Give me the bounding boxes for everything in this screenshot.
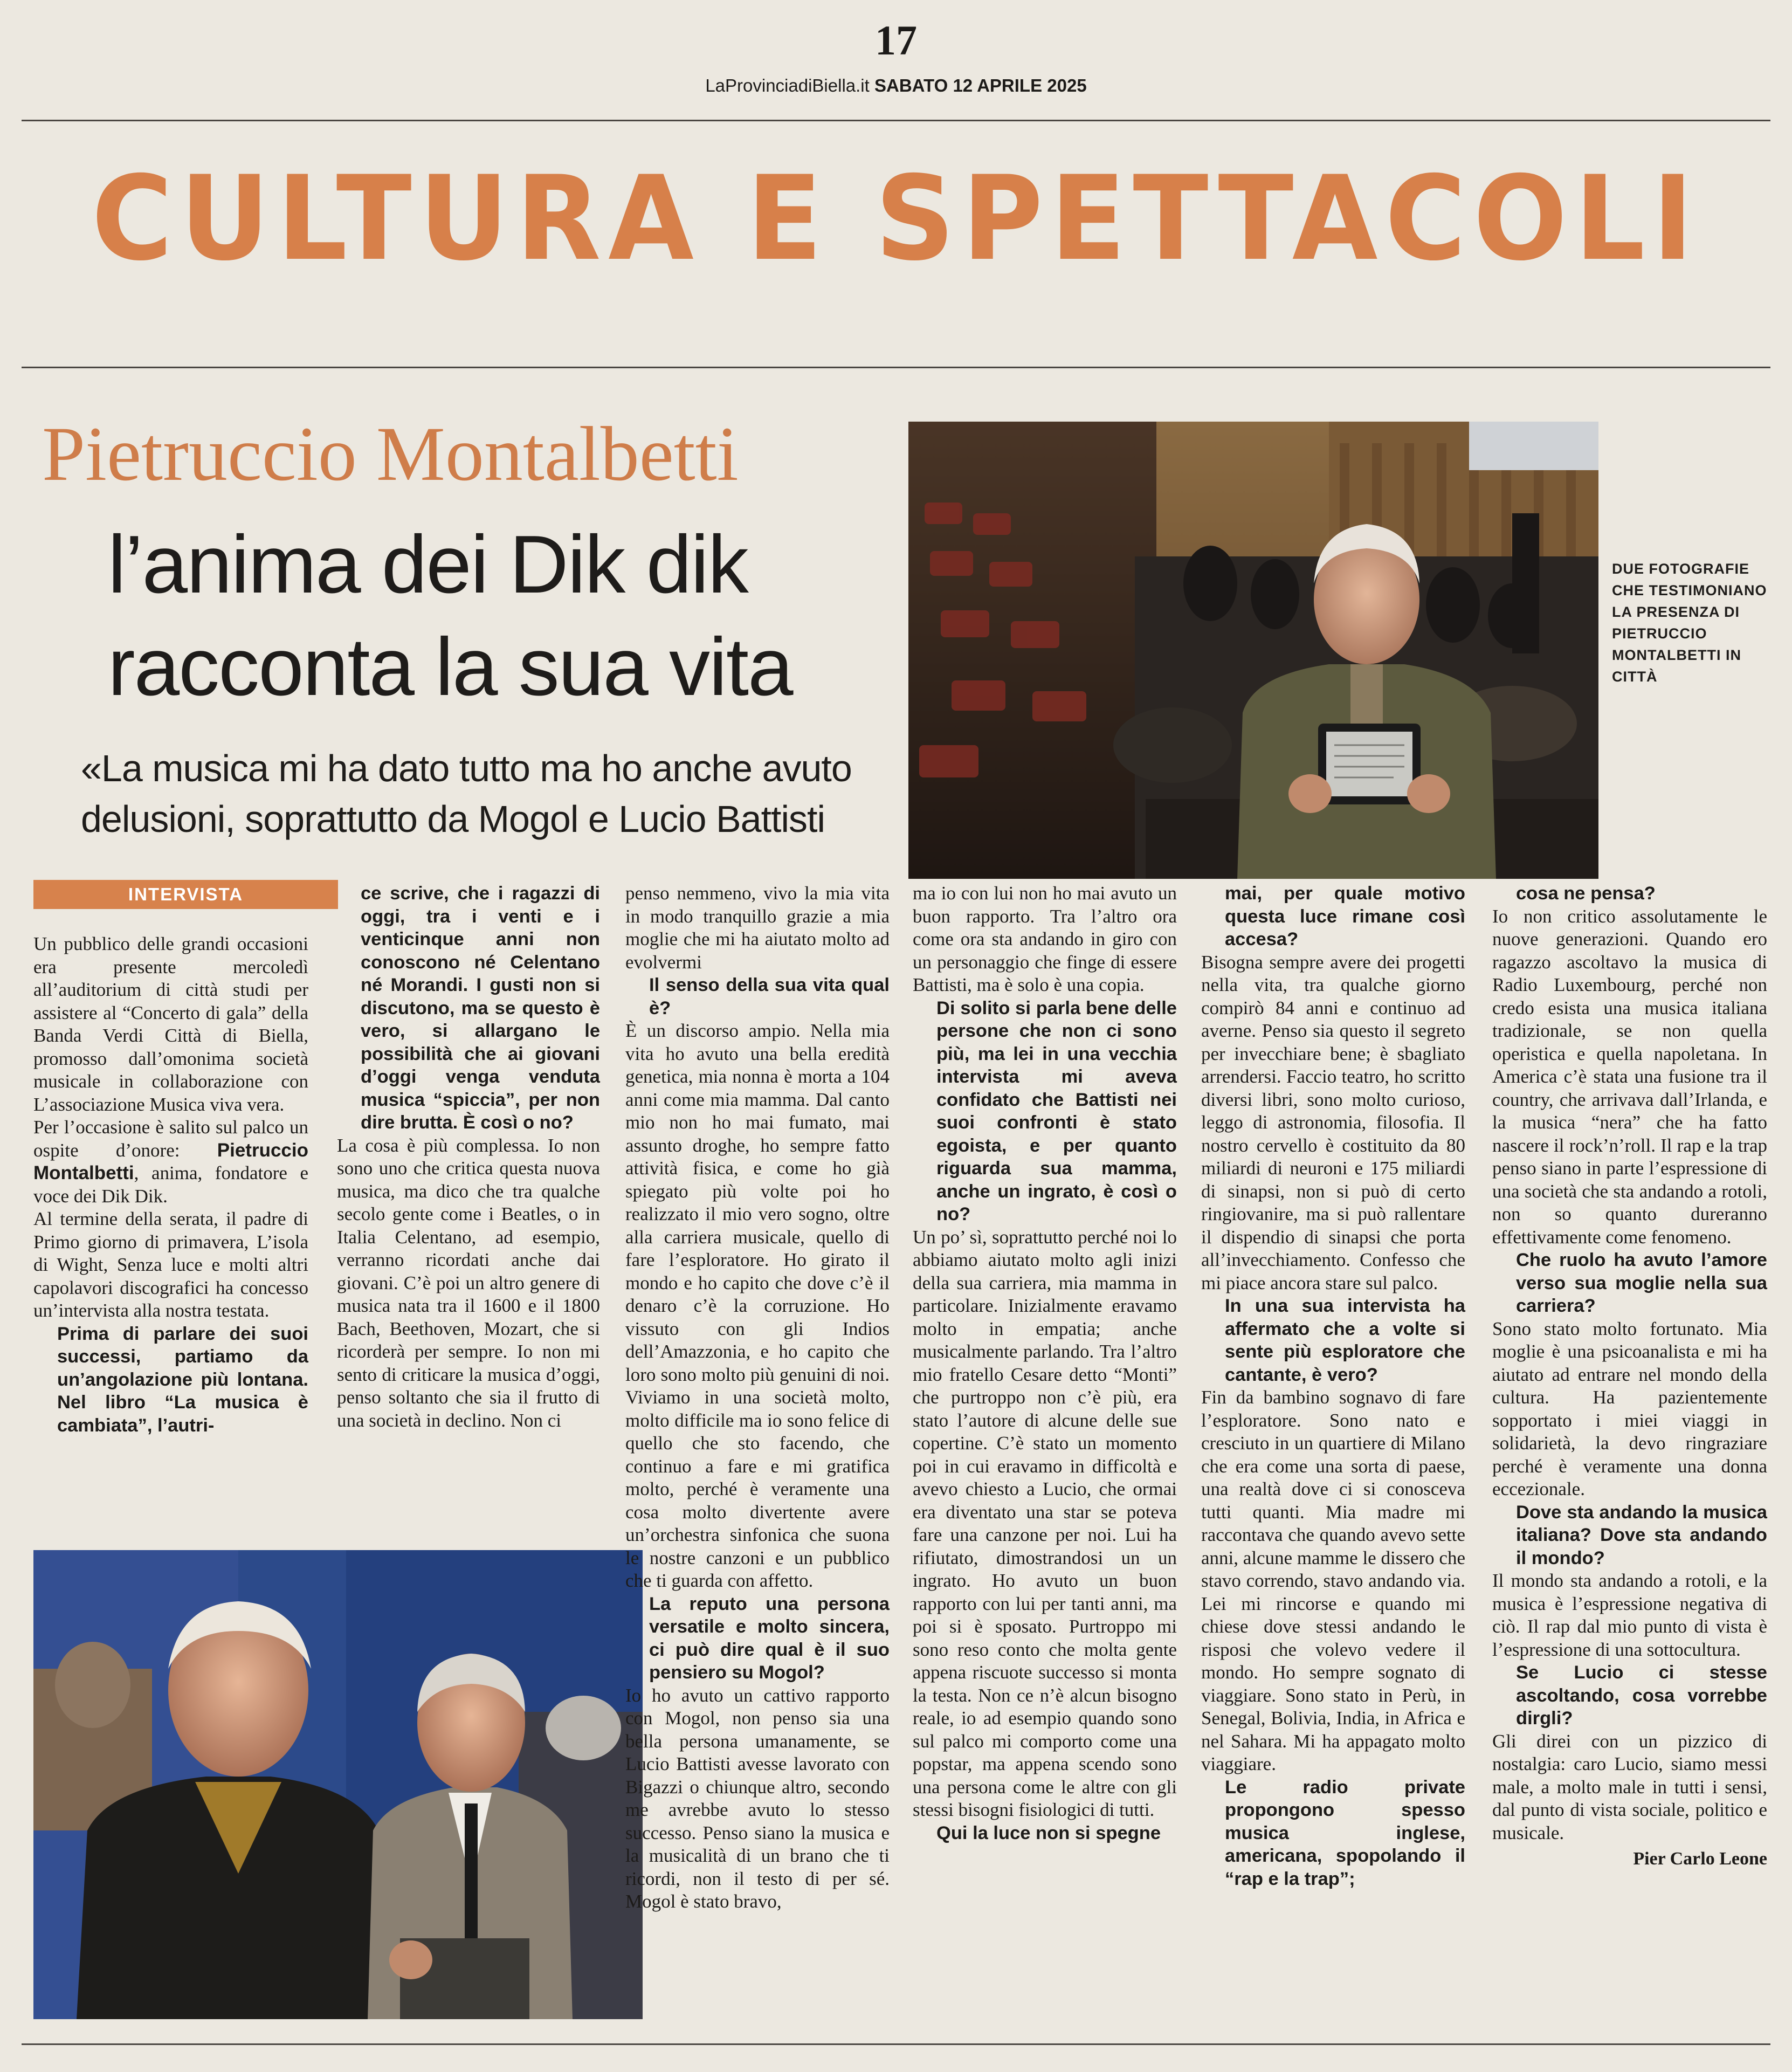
dateline xyxy=(0,75,1792,96)
concert-photo-image xyxy=(908,422,1598,879)
article-column-6 xyxy=(1492,882,1767,1871)
bottom-rule xyxy=(22,2043,1770,2045)
paragraph: Bisogna sempre avere dei progetti nella vita, tra qualche giorno compirò 84 anni e continuo ad averne. Penso sia questo il segreto per invecchiare bene; è sbagliato arrendersi. Faccio teatro, ho scritto diversi libri, sono molto curioso, leggo di astronomia, filosofia. Il nostro cervello è costituito da 80 miliardi di neuroni e 175 miliardi di sinapsi, non si può di certo ringiovanire, ma si può rallentare il dispendio di sinapsi che porta all’invecchiamento. Confesso che mi piace ancora stare sul palco. xyxy=(1201,951,1465,1293)
paragraph: penso nemmeno, vivo la mia vita in modo tranquillo grazie a mia moglie che mi ha aiutato molto ad evolvermi xyxy=(625,883,890,973)
question: Dove sta andando la musica italiana? Dove sta andando il mondo? xyxy=(1516,1502,1767,1568)
deck-line-2: delusioni, soprattutto da Mogol e Lucio Battisti xyxy=(81,798,825,840)
paragraph: È un discorso ampio. Nella mia vita ho avuto una bella eredità genetica, mia nonna è morta a 104 anni come mia mamma. Dal canto mio non ho mai fumato, mai assunto droghe, ho sempre fatto attività fisica, e come ho già spiegato più volte poi ho realizzato il mio vero sogno, oltre alla carriera musicale, quello di fare l’esploratore. Ho girato il mondo e ho capito che dove c’è il denaro c’è la corruzione. Ho vissuto con gli Indios dell’Amazzonia, e ho capito che loro sono molto più genuini di noi. Viviamo in una società molto, molto difficile ma io sono felice di quello che sto facendo, che continuo a fare e mi gratifica molto, perché è veramente una cosa molto divertente avere un’orchestra sinfonica che suona le nostre canzoni e un pubblico che ti guarda con affetto. xyxy=(625,1020,890,1591)
author-signature: Pier Carlo Leone xyxy=(1633,1849,1767,1869)
headline-line-2: racconta la sua vita xyxy=(108,621,792,713)
question: Il senso della sua vita qual è? xyxy=(649,975,890,1018)
site-name: LaProvinciadiBiella.it xyxy=(705,75,870,95)
headline-name: Pietruccio Montalbetti xyxy=(42,411,739,497)
paragraph: Un pubblico delle grandi occasioni era presente mercoledì all’auditorium di città studi per assistere al “Concerto di gala” della Banda Verdi Città di Biella, promosso dall’omonima società musicale in collaborazione con L’associazione Musica viva vera. xyxy=(33,933,308,1115)
section-kicker: INTERVISTA xyxy=(33,880,338,909)
paragraph: ma io con lui non ho mai avuto un buon rapporto. Tra l’altro ora come ora sta andando in giro con un personaggio che finge di essere Battisti, ma è solo è una copia. xyxy=(913,883,1177,995)
question: mai, per quale motivo questa luce rimane così accesa? xyxy=(1225,883,1465,949)
portrait-photo-image xyxy=(33,1550,643,2019)
question: Le radio private propongono spesso musica inglese, americana, spopolando il “rap e la trap”; xyxy=(1225,1777,1465,1889)
interviewee-name: Pietruccio Montalbetti xyxy=(33,1139,308,1183)
section-title: CULTURA E SPETTACOLI xyxy=(91,151,1701,286)
paragraph: La cosa è più complessa. Io non sono uno che critica questa nuova musica, ma dico che tra qualche secolo gente come i Beatles, o in Italia Celentano, ad esempio, verranno ricordati anche dai giovani. C’è poi un altro genere di musica nata tra il 1600 e il 1800 Bach, Beethoven, Mozart, che si ricorderà per sempre. Io non mi sento di criticare la musica d’oggi, penso soltanto che sia il frutto di una società in declino. Non ci xyxy=(337,1134,600,1431)
article-column-4 xyxy=(913,882,1177,1844)
question: Se Lucio ci stesse ascoltando, cosa vorrebbe dirgli? xyxy=(1516,1662,1767,1729)
deck-line-1: «La musica mi ha dato tutto ma ho anche avuto xyxy=(81,747,852,789)
question: Qui la luce non si spegne xyxy=(936,1822,1161,1843)
top-rule xyxy=(22,120,1770,121)
section-rule xyxy=(22,367,1770,368)
text-span: , anima, fondatore e voce dei Dik Dik. xyxy=(33,1162,308,1207)
paragraph: Il mondo sta andando a rotoli, e la musica è l’espressione negativa di ciò. Il rap dal mio punto di vista è l’espressione di una sottocultura. xyxy=(1492,1570,1767,1660)
paragraph: Io ho avuto un cattivo rapporto con Mogol, non penso sia una bella persona umanamente, se Lucio Battisti avesse lavorato con Bigazzi o chiunque altro, secondo me avrebbe avuto lo stesso successo. Penso siano la musica e la musicalità di un brano che ti ricordi, non il testo di per sé. Mogol è stato bravo, xyxy=(625,1684,890,1912)
paragraph xyxy=(33,1116,308,1208)
article-column-1 xyxy=(33,933,308,1437)
article-column-5 xyxy=(1201,882,1465,1890)
article-column-2 xyxy=(337,882,600,1432)
photo-caption: DUE FOTOGRAFIE CHE TESTIMONIANO LA PRESENZA DI PIETRUCCIO MONTALBETTI IN CITTÀ xyxy=(1612,561,1767,685)
question: cosa ne pensa? xyxy=(1516,883,1656,904)
question: Che ruolo ha avuto l’amore verso sua moglie nella sua carriera? xyxy=(1516,1250,1767,1316)
text-span: Per l’occasione è salito sul palco un ospite d’onore: xyxy=(33,1117,308,1161)
portrait-photo xyxy=(33,1550,643,2019)
question: La reputo una persona versatile e molto sincera, ci può dire qual è il suo pensiero su Mogol? xyxy=(649,1593,890,1683)
paragraph: Sono stato molto fortunato. Mia moglie è una psicoanalista e mi ha aiutato ad entrare nel mondo della cultura. Ha pazientemente sopportato i miei viaggi in solidarietà, la devo ringraziare perché è veramente una donna eccezionale. xyxy=(1492,1318,1767,1499)
issue-date: SABATO 12 APRILE 2025 xyxy=(874,75,1087,95)
article-column-3 xyxy=(625,882,890,1913)
paragraph: Io non critico assolutamente le nuove generazioni. Quando ero ragazzo ascoltavo la musica di Radio Luxembourg, perché non credo esista una musica italiana tradizionale, se non quella operistica e quella napoletana. In America c’è stata una fusione tra il country, che arrivava dall’Irlanda, e la musica “nera” che ha fatto nascere il rock’n’roll. Il rap e la trap penso siano in parte l’espressione di una società che sta andando a rotoli, non so quanto dureranno effettivamente come fenomeno. xyxy=(1492,905,1767,1248)
concert-photo xyxy=(908,422,1598,879)
paragraph: Gli direi con un pizzico di nostalgia: caro Lucio, siamo messi male, a molto male in tutti i sensi, dal punto di vista sociale, politico e musicale. xyxy=(1492,1730,1767,1843)
paragraph: Al termine della serata, il padre di Primo giorno di primavera, L’isola di Wight, Senza luce e molti altri capolavori discografici ha concesso un’intervista alla nostra testata. xyxy=(33,1208,308,1321)
question: ce scrive, che i ragazzi di oggi, tra i venti e i venticinque anni non conoscono né Celentano né Morandi. I gusti non si discutono, ma se questo è vero, si allargano le possibilità che ai giovani d’oggi venga venduta musica “spiccia”, per non dire brutta. È così o no? xyxy=(361,883,600,1133)
question: Prima di parlare dei suoi successi, partiamo da un’angolazione più lontana. Nel libro “La musica è cambiata”, l’autri- xyxy=(57,1323,308,1436)
paragraph: Un po’ sì, soprattutto perché noi lo abbiamo aiutato molto agli inizi della sua carriera, mia mamma in particolare. Inizialmente eravamo molto in empatia; anche musicalmente parlando. Tra l’altro mio fratello Cesare detto “Monti” che purtroppo non c’è più, era stato l’autore di alcune delle sue copertine. C’è stato un momento poi in cui eravamo in difficoltà e avevo chiesto a Lucio, che ormai era diventato una star se poteva fare una canzone per noi. Lui ha rifiutato, dimostrandosi un un ingrato. Ho avuto un buon rapporto con lui per tanti anni, ma poi si è sposato. Purtroppo mi sono reso conto che molta gente appena riscuote successo si monta la testa. Non ce n’è alcun bisogno reale, io ad esempio quando sono sul palco mi comporto come una popstar, ma appena scendo sono una persona come le altre con gli stessi bisogni fisiologici di tutti. xyxy=(913,1226,1177,1820)
paragraph: Fin da bambino sognavo di fare l’esploratore. Sono nato e cresciuto in un quartiere di Milano che era come una sorta di paese, una realtà dove ci si conosceva tutti quanti. Mia madre mi raccontava che quando avevo sette anni, alcune mamme le dissero che stavo correndo, stavo andando via. Lei mi rincorse e quando mi chiese dove stessi andando le risposi che volevo vedere il mondo. Ho sempre sognato di viaggiare. Sono stato in Perù, in Senegal, Bolivia, India, in Africa e nel Sahara. Mi ha appagato molto viaggiare. xyxy=(1201,1387,1465,1774)
headline-line-1: l’anima dei Dik dik xyxy=(108,519,748,610)
question: Di solito si parla bene delle persone che non ci sono più, ma lei in una vecchia intervista mi aveva confidato che Battisti nei suoi confronti è stato egoista, e per quanto riguarda sua mamma, anche un ingrato, è così o no? xyxy=(936,997,1177,1224)
question: In una sua intervista ha affermato che a volte si sente più esploratore che cantante, è vero? xyxy=(1225,1296,1465,1385)
page-number: 17 xyxy=(875,17,917,64)
